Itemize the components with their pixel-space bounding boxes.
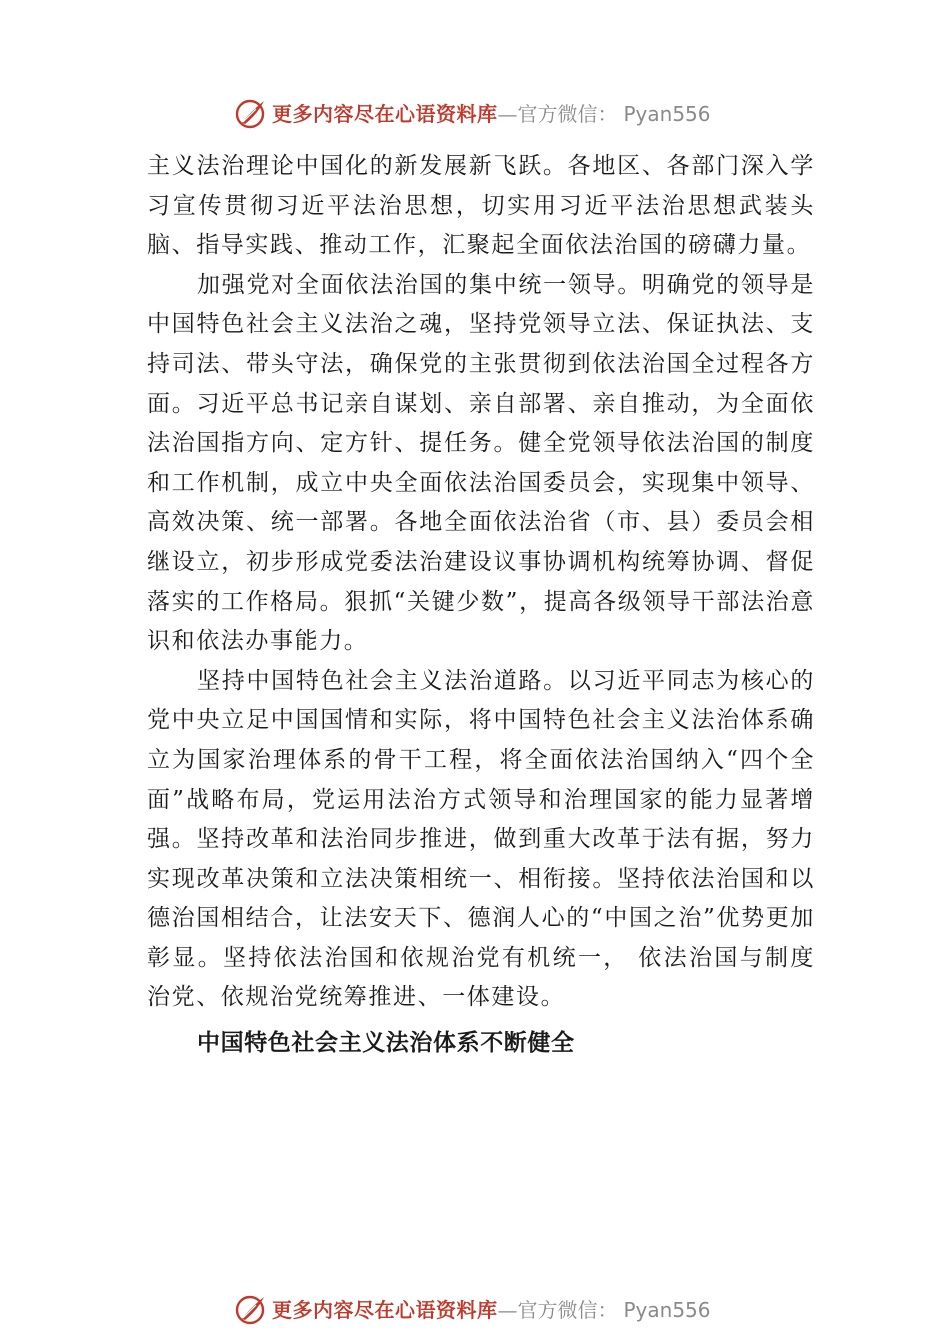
document-body [147, 147, 815, 1064]
paragraph-rule-of-law-path: 坚持中国特色社会主义法治道路。以习近平同志为核心的党中央立足中国国情和实际，将中国特色社会主义法治体系确立为国家治理体系的骨干工程，将全面依法治国纳入“四个全面”战略布局，党运用法治方式领导和治理国家的能力显著增强。坚持改革和法治同步推进，做到重大改革于法有据，努力实现改革决策和立法决策相统一、相衔接。坚持依法治国和以德治国相结合，让法安天下、德润人心的“中国之治”优势更加彰显。坚持依法治国和依规治党有机统一， 依法治国与制度治党、依规治党统筹推进、一体建设。 [147, 667, 815, 1011]
banner-text [272, 1300, 711, 1320]
banner-separator: — [497, 102, 518, 126]
banner-brand: 更多内容尽在心语资料库 [272, 102, 498, 126]
banner-wechat-label: 官方微信： [517, 102, 618, 126]
banner-wechat-id: Pyan556 [623, 1298, 711, 1322]
footer-banner [234, 1290, 754, 1330]
quill-logo-icon [234, 97, 268, 131]
header-banner [234, 94, 754, 134]
section-heading: 中国特色社会主义法治体系不断健全 [197, 1030, 575, 1057]
banner-text [272, 104, 711, 124]
banner-brand: 更多内容尽在心语资料库 [272, 1298, 498, 1322]
banner-wechat-id: Pyan556 [623, 102, 711, 126]
paragraph-party-leadership: 加强党对全面依法治国的集中统一领导。明确党的领导是中国特色社会主义法治之魂，坚持党领导立法、保证执法、支持司法、带头守法，确保党的主张贯彻到依法治国全过程各方面。习近平总书记亲自谋划、亲自部署、亲自推动，为全面依法治国指方向、定方针、提任务。健全党领导依法治国的制度和工作机制，成立中央全面依法治国委员会，实现集中领导、高效决策、统一部署。各地全面依法治省（市、县）委员会相继设立，初步形成党委法治建设议事协调机构统筹协调、督促落实的工作格局。狠抓“关键少数”，提高各级领导干部法治意识和依法办事能力。 [147, 271, 815, 655]
paragraph-continuation: 主义法治理论中国化的新发展新飞跃。各地区、各部门深入学习宣传贯彻习近平法治思想，切实用习近平法治思想武装头脑、指导实践、推动工作，汇聚起全面依法治国的磅礴力量。 [147, 153, 815, 259]
banner-wechat-label: 官方微信： [517, 1298, 618, 1322]
quill-logo-icon [234, 1293, 268, 1327]
banner-separator: — [497, 1298, 518, 1322]
